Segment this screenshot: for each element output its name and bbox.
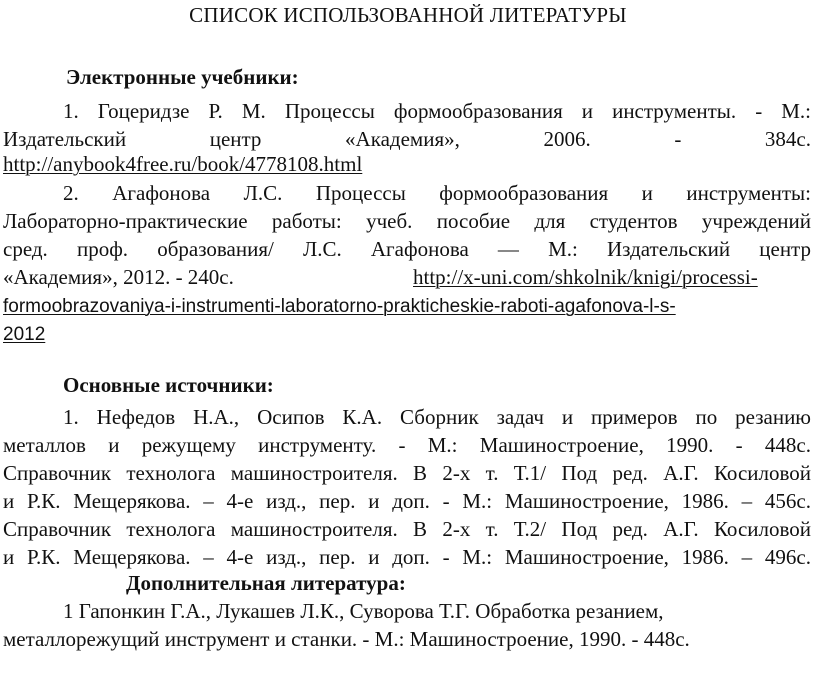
main-sources-line-6: и Р.К. Мещерякова. – 4-е изд., пер. и доп. - М.: Машиностроение, 1986. – 496с.: [3, 545, 811, 569]
electronic-item-1-line-2: Издательский центр «Академия», 2006. - 384с.: [3, 127, 811, 151]
electronic-item-1-url[interactable]: [3, 151, 362, 177]
page-title: СПИСОК ИСПОЛЬЗОВАННОЙ ЛИТЕРАТУРЫ: [189, 3, 627, 27]
electronic-item-2-url-part-3[interactable]: [3, 322, 45, 348]
main-sources-line-4: и Р.К. Мещерякова. – 4-е изд., пер. и доп. - М.: Машиностроение, 1986. – 456с.: [3, 489, 811, 513]
additional-line-1: 1 Гапонкин Г.А., Лукашев Л.К., Суворова Т.Г. Обработка резанием,: [63, 599, 664, 623]
main-sources-line-1: 1. Нефедов Н.А., Осипов К.А. Сборник задач и примеров по резанию: [63, 405, 811, 429]
gotseridze-link[interactable]: http://anybook4free.ru/book/4778108.html: [3, 152, 363, 176]
electronic-item-2-line-4-text: «Академия», 2012. - 240с.: [3, 265, 234, 289]
electronic-item-2-line-2: Лабораторно-практические работы: учеб. пособие для студентов учреждений: [3, 209, 811, 233]
main-sources-line-3: Справочник технолога машиностроителя. В 2-х т. Т.1/ Под ред. А.Г. Косиловой: [3, 461, 811, 485]
electronic-item-1-line-1: 1. Гоцеридзе Р. М. Процессы формообразования и инструменты. - М.:: [63, 99, 811, 123]
agafonova-link-part-1[interactable]: http://x-uni.com/shkolnik/knigi/processi-: [413, 265, 758, 289]
electronic-item-2-url-part-2[interactable]: [3, 294, 676, 320]
electronic-textbooks-heading: Электронные учебники:: [66, 65, 299, 89]
agafonova-link-part-2[interactable]: formoobrazovaniya-i-instrumenti-laboratorno-prakticheskie-raboti-agafonova-l-s-: [3, 296, 676, 317]
electronic-item-2-line-1: 2. Агафонова Л.С. Процессы формообразования и инструменты:: [63, 181, 811, 205]
electronic-item-2-line-3: сред. проф. образования/ Л.С. Агафонова — М.: Издательский центр: [3, 237, 811, 261]
main-sources-line-5: Справочник технолога машиностроителя. В 2-х т. Т.2/ Под ред. А.Г. Косиловой: [3, 517, 811, 541]
electronic-item-2-url-part-1[interactable]: [413, 264, 758, 290]
additional-literature-heading: Дополнительная литература:: [126, 571, 406, 595]
main-sources-heading: Основные источники:: [63, 373, 274, 397]
agafonova-link-part-3[interactable]: 2012: [3, 324, 46, 345]
additional-line-2: металлорежущий инструмент и станки. - М.: Машиностроение, 1990. - 448с.: [3, 627, 690, 651]
main-sources-line-2: металлов и режущему инструменту. - М.: Машиностроение, 1990. - 448с.: [3, 433, 811, 457]
